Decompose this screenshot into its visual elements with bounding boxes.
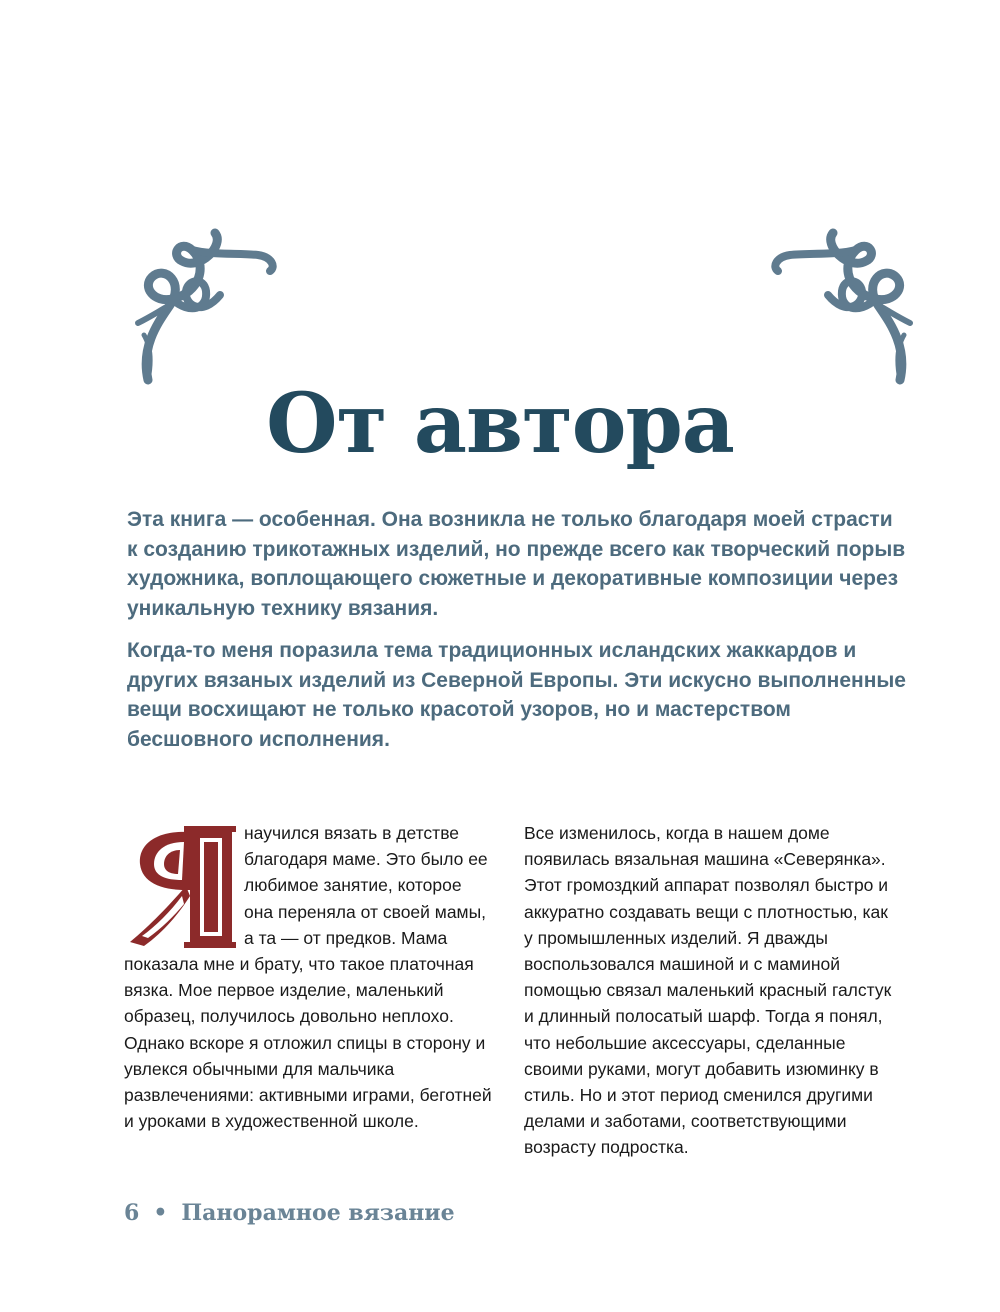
running-title: Панорамное вязание bbox=[181, 1200, 455, 1226]
page-title: От автора bbox=[266, 376, 734, 472]
page-number: 6 bbox=[124, 1200, 140, 1226]
page-footer bbox=[124, 1200, 455, 1226]
intro-paragraph-1: Эта книга — особенная. Она возникла не только благодаря моей страсти к созданию трикотажных изделий, но прежде всего как творческий порыв художника, воплощающего сюжетные и декоративные композиции через уникальную технику вязания. bbox=[127, 508, 906, 620]
body-column-left-text: научился вязать в детстве благодаря маме. Это было ее любимое занятие, которое она переняла от своей мамы, а та — от предков. Мама показала мне и брату, что такое платочная вязка. Мое первое изделие, маленький образец, получилось довольно неплохо. Однако вскоре я отложил спицы в сторону и увлекся обычными для мальчика развлечениями: активными играми, беготней и уроками в художественной школе. bbox=[124, 823, 492, 1132]
body-column-right: Все изменилось, когда в нашем доме появилась вязальная машина «Северянка». Этот громоздкий аппарат позволял быстро и аккуратно создавать вещи с плотностью, как у промышленных изделий. Я дважды воспользовался машиной и с маминой помощью связал маленький красный галстук и длинный полосатый шарф. Тогда я понял, что небольшие аксессуары, сделанные своими руками, могут добавить изюминку в стиль. Но и этот период сменился другими делами и заботами, соответствующими возрасту подростка. bbox=[524, 823, 892, 1158]
body-column-left bbox=[124, 820, 494, 1134]
corner-ornament-right-icon bbox=[768, 225, 918, 385]
drop-cap-letter-icon bbox=[124, 824, 236, 950]
corner-ornament-left-icon bbox=[130, 225, 280, 385]
intro-paragraph-2: Когда-то меня поразила тема традиционных исландских жаккардов и других вязаных изделий из Северной Европы. Эти искусно выполненные вещи восхищают не только красотой узоров, но и мастерством бесшовного исполнения. bbox=[127, 639, 906, 751]
drop-cap bbox=[124, 824, 236, 950]
footer-separator: • bbox=[153, 1200, 168, 1226]
